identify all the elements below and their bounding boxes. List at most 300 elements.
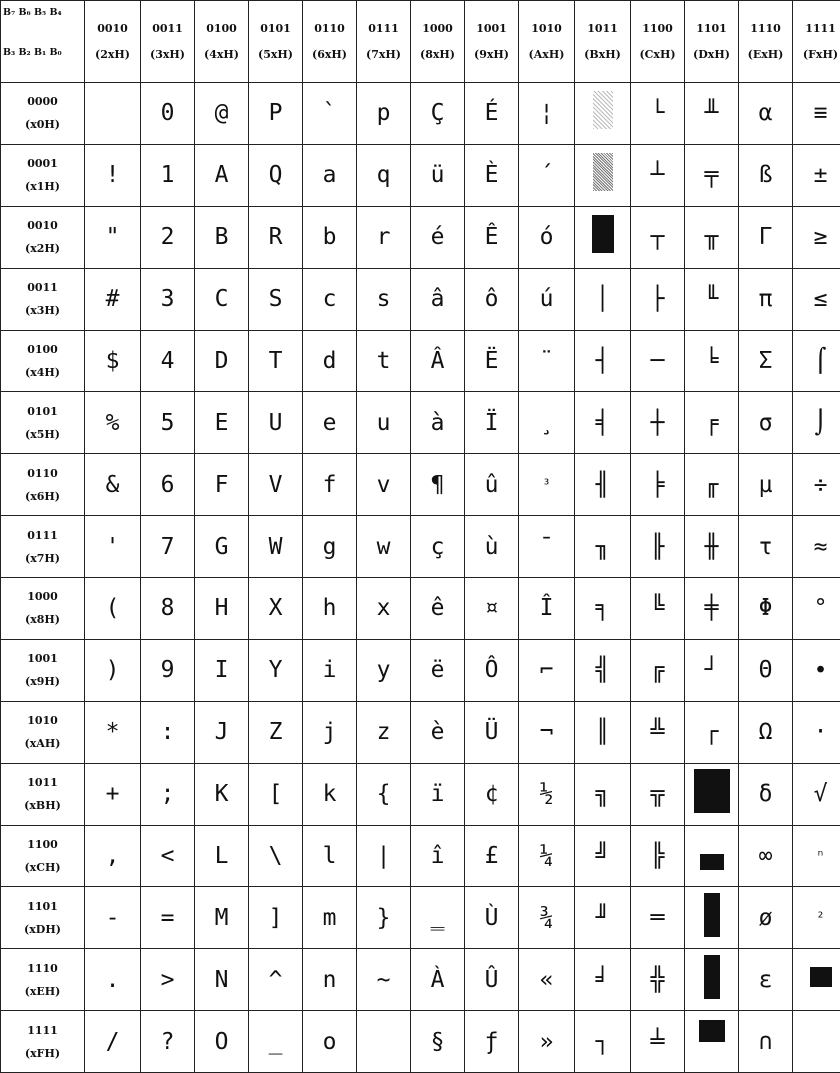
char-glyph: ¨	[540, 348, 554, 374]
char-glyph: s	[377, 286, 391, 312]
char-cell	[141, 144, 195, 206]
char-glyph: 5	[161, 410, 175, 436]
char-cell	[739, 454, 793, 516]
char-cell	[141, 454, 195, 516]
row-header	[1, 268, 85, 330]
char-glyph: Φ	[759, 595, 773, 621]
char-glyph: ∞	[759, 843, 773, 869]
char-cell	[519, 578, 575, 640]
char-glyph: }	[377, 905, 391, 931]
char-glyph: ╢	[596, 472, 610, 498]
char-glyph: 4	[161, 348, 175, 374]
char-glyph: Σ	[759, 348, 773, 374]
char-cell	[85, 825, 141, 887]
char-glyph: «	[540, 967, 554, 993]
char-cell	[303, 83, 357, 145]
char-cell	[141, 392, 195, 454]
char-glyph: Î	[540, 595, 554, 621]
row-bits: 1100	[1, 833, 84, 856]
char-glyph: û	[485, 472, 499, 498]
char-cell	[85, 454, 141, 516]
char-cell	[739, 639, 793, 701]
char-cell	[739, 330, 793, 392]
char-cell	[685, 639, 739, 701]
char-cell	[685, 144, 739, 206]
char-glyph: ╙	[705, 286, 719, 312]
char-glyph: ⌠	[814, 348, 828, 374]
char-cell	[465, 392, 519, 454]
char-glyph: ÷	[814, 472, 828, 498]
char-cell	[411, 83, 465, 145]
char-cell	[411, 701, 465, 763]
char-cell	[85, 949, 141, 1011]
char-cell	[575, 454, 631, 516]
char-glyph: ╥	[705, 224, 719, 250]
char-glyph: F	[215, 472, 229, 498]
char-cell	[249, 825, 303, 887]
char-glyph: 2	[161, 224, 175, 250]
char-cell	[357, 454, 411, 516]
char-cell	[685, 268, 739, 330]
row-hex: (xAH)	[1, 732, 84, 755]
char-glyph: h	[323, 595, 337, 621]
char-glyph: q	[377, 162, 391, 188]
char-glyph: /	[106, 1029, 120, 1055]
char-cell	[411, 268, 465, 330]
char-cell	[793, 639, 840, 701]
char-glyph: µ	[759, 472, 773, 498]
char-glyph: ╓	[705, 472, 719, 498]
table-row	[1, 639, 840, 701]
char-glyph: {	[377, 781, 391, 807]
char-cell	[575, 578, 631, 640]
char-glyph: ¸	[540, 410, 554, 436]
char-cell	[793, 578, 840, 640]
char-glyph: ┬	[651, 224, 665, 250]
row-hex: (x3H)	[1, 299, 84, 322]
char-glyph: ╧	[651, 1029, 665, 1055]
column-bits: 0011	[141, 16, 194, 42]
char-cell	[575, 392, 631, 454]
row-hex: (xEH)	[1, 980, 84, 1003]
char-cell	[519, 763, 575, 825]
row-header	[1, 1011, 85, 1073]
table-row	[1, 330, 840, 392]
row-bits: 1110	[1, 957, 84, 980]
char-cell	[631, 392, 685, 454]
char-glyph: H	[215, 595, 229, 621]
char-cell	[575, 83, 631, 145]
char-glyph: »	[540, 1029, 554, 1055]
char-glyph: O	[215, 1029, 229, 1055]
char-glyph: -	[106, 905, 120, 931]
row-bits: 0000	[1, 90, 84, 113]
block-glyph	[593, 91, 613, 129]
column-header	[685, 1, 739, 83]
table-row	[1, 516, 840, 578]
char-glyph: e	[323, 410, 337, 436]
char-glyph: .	[106, 967, 120, 993]
char-glyph: !	[106, 162, 120, 188]
char-cell	[195, 454, 249, 516]
char-glyph: ,	[106, 843, 120, 869]
char-cell	[141, 516, 195, 578]
char-cell	[631, 763, 685, 825]
char-cell	[793, 206, 840, 268]
column-hex: (3xH)	[141, 42, 194, 68]
char-cell	[141, 701, 195, 763]
char-cell	[85, 763, 141, 825]
column-bits: 1111	[793, 16, 840, 42]
char-cell	[249, 144, 303, 206]
char-cell	[631, 887, 685, 949]
row-hex: (x0H)	[1, 113, 84, 136]
char-cell	[793, 516, 840, 578]
char-glyph: u	[377, 410, 391, 436]
char-cell	[249, 330, 303, 392]
char-cell	[249, 949, 303, 1011]
char-glyph: ⁿ	[816, 848, 824, 864]
char-cell	[249, 887, 303, 949]
char-glyph: j	[323, 719, 337, 745]
char-cell	[631, 206, 685, 268]
row-header	[1, 825, 85, 887]
char-glyph: 7	[161, 534, 175, 560]
row-hex: (xBH)	[1, 794, 84, 817]
table-row	[1, 206, 840, 268]
char-glyph: ┘	[705, 657, 719, 683]
char-glyph: A	[215, 162, 229, 188]
char-glyph: x	[377, 595, 391, 621]
char-cell	[631, 825, 685, 887]
char-cell	[631, 1011, 685, 1073]
char-cell	[357, 83, 411, 145]
column-hex: (BxH)	[575, 42, 630, 68]
char-glyph: ¤	[485, 595, 499, 621]
char-cell	[465, 144, 519, 206]
char-glyph: ⌡	[814, 410, 828, 436]
char-glyph: G	[215, 534, 229, 560]
char-cell	[249, 578, 303, 640]
char-glyph: ╔	[651, 657, 665, 683]
column-bits: 0010	[85, 16, 140, 42]
char-cell	[85, 578, 141, 640]
char-glyph: f	[323, 472, 337, 498]
char-glyph: ù	[485, 534, 499, 560]
char-cell	[249, 639, 303, 701]
char-cell	[465, 206, 519, 268]
char-glyph: v	[377, 472, 391, 498]
char-glyph: o	[323, 1029, 337, 1055]
char-cell	[141, 330, 195, 392]
char-cell	[575, 949, 631, 1011]
row-bits: 0011	[1, 276, 84, 299]
char-glyph: ╗	[596, 781, 610, 807]
char-cell	[249, 763, 303, 825]
char-glyph: r	[377, 224, 391, 250]
char-glyph: 3	[161, 286, 175, 312]
char-glyph: ü	[431, 162, 445, 188]
char-glyph: "	[106, 224, 120, 250]
char-cell	[357, 516, 411, 578]
char-cell	[575, 206, 631, 268]
char-cell	[631, 516, 685, 578]
char-cell	[575, 887, 631, 949]
column-header	[411, 1, 465, 83]
char-glyph: ô	[485, 286, 499, 312]
char-cell	[357, 268, 411, 330]
char-cell	[575, 144, 631, 206]
char-glyph: ╕	[596, 595, 610, 621]
column-hex: (ExH)	[739, 42, 792, 68]
char-cell	[739, 516, 793, 578]
char-glyph: ø	[759, 905, 773, 931]
char-glyph: π	[759, 286, 773, 312]
char-glyph: â	[431, 286, 445, 312]
char-glyph: ±	[814, 162, 828, 188]
char-glyph: ╞	[651, 472, 665, 498]
column-header	[793, 1, 840, 83]
char-glyph: J	[215, 719, 229, 745]
char-glyph: Ô	[485, 657, 499, 683]
row-header	[1, 392, 85, 454]
char-cell	[465, 1011, 519, 1073]
char-cell	[739, 83, 793, 145]
char-cell	[739, 887, 793, 949]
char-glyph: ƒ	[485, 1029, 499, 1055]
block-glyph	[700, 854, 724, 870]
row-bits: 0110	[1, 462, 84, 485]
char-cell	[303, 578, 357, 640]
char-cell	[685, 701, 739, 763]
char-glyph: #	[106, 286, 120, 312]
char-glyph: ε	[759, 967, 773, 993]
char-glyph: ─	[651, 348, 665, 374]
char-cell	[519, 639, 575, 701]
char-glyph: m	[323, 905, 337, 931]
char-cell	[519, 1011, 575, 1073]
char-glyph: W	[269, 534, 283, 560]
char-cell	[85, 144, 141, 206]
char-glyph: I	[215, 657, 229, 683]
row-hex: (x6H)	[1, 485, 84, 508]
char-cell	[685, 454, 739, 516]
char-glyph: k	[323, 781, 337, 807]
char-cell	[249, 1011, 303, 1073]
char-glyph: ⌐	[540, 657, 554, 683]
block-glyph	[704, 893, 720, 937]
column-bits: 0100	[195, 16, 248, 42]
column-header	[631, 1, 685, 83]
char-glyph: ^	[269, 967, 283, 993]
char-glyph: R	[269, 224, 283, 250]
char-cell	[141, 825, 195, 887]
char-cell	[411, 763, 465, 825]
char-glyph: Ë	[485, 348, 499, 374]
char-glyph: ½	[540, 781, 554, 807]
column-hex: (5xH)	[249, 42, 302, 68]
char-glyph: \	[269, 843, 283, 869]
char-glyph: &	[106, 472, 120, 498]
char-cell	[85, 83, 141, 145]
char-cell	[141, 578, 195, 640]
row-hex: (x2H)	[1, 237, 84, 260]
char-glyph: é	[431, 224, 445, 250]
char-cell	[465, 268, 519, 330]
table-row	[1, 83, 840, 145]
char-glyph: °	[814, 595, 828, 621]
table-row	[1, 144, 840, 206]
char-glyph: ╪	[705, 595, 719, 621]
char-cell	[739, 144, 793, 206]
char-glyph: ∩	[759, 1029, 773, 1055]
char-glyph: ┼	[651, 410, 665, 436]
char-glyph: ╜	[596, 905, 610, 931]
char-cell	[195, 1011, 249, 1073]
char-glyph: y	[377, 657, 391, 683]
char-glyph: ╠	[651, 843, 665, 869]
char-glyph: δ	[759, 781, 773, 807]
char-glyph: U	[269, 410, 283, 436]
row-hex: (xDH)	[1, 918, 84, 941]
char-cell	[739, 392, 793, 454]
char-cell	[575, 330, 631, 392]
char-cell	[685, 825, 739, 887]
char-cell	[793, 763, 840, 825]
char-glyph: ╣	[596, 657, 610, 683]
char-glyph: b	[323, 224, 337, 250]
block-glyph	[694, 769, 730, 813]
char-cell	[303, 454, 357, 516]
char-cell	[357, 578, 411, 640]
column-hex: (CxH)	[631, 42, 684, 68]
column-header	[575, 1, 631, 83]
char-glyph: ╟	[651, 534, 665, 560]
char-cell	[411, 144, 465, 206]
char-glyph: ┴	[651, 162, 665, 188]
char-cell	[85, 268, 141, 330]
char-glyph: τ	[759, 534, 773, 560]
char-glyph: ~	[377, 967, 391, 993]
char-cell	[249, 516, 303, 578]
column-header	[195, 1, 249, 83]
char-cell	[575, 639, 631, 701]
table-row	[1, 825, 840, 887]
char-glyph: ²	[816, 910, 824, 926]
char-glyph: _	[269, 1029, 283, 1055]
char-glyph: ┤	[596, 348, 610, 374]
char-cell	[465, 454, 519, 516]
char-cell	[141, 206, 195, 268]
char-glyph: ║	[596, 719, 610, 745]
row-bits: 1000	[1, 585, 84, 608]
char-cell	[411, 578, 465, 640]
char-glyph: ·	[814, 719, 828, 745]
char-cell	[195, 330, 249, 392]
char-glyph: n	[323, 967, 337, 993]
char-cell	[411, 454, 465, 516]
column-bits: 1001	[465, 16, 518, 42]
char-cell	[195, 949, 249, 1011]
char-glyph: :	[161, 719, 175, 745]
char-cell	[249, 83, 303, 145]
char-cell	[465, 578, 519, 640]
row-header	[1, 639, 85, 701]
char-cell	[519, 454, 575, 516]
char-cell	[85, 887, 141, 949]
char-cell	[411, 887, 465, 949]
char-cell	[739, 763, 793, 825]
char-cell	[249, 206, 303, 268]
table-row	[1, 578, 840, 640]
char-cell	[631, 268, 685, 330]
char-cell	[303, 144, 357, 206]
char-cell	[793, 701, 840, 763]
char-cell	[519, 887, 575, 949]
char-glyph: ç	[431, 534, 445, 560]
char-cell	[195, 83, 249, 145]
row-hex: (x7H)	[1, 547, 84, 570]
char-cell	[465, 763, 519, 825]
char-glyph: │	[596, 286, 610, 312]
row-bits: 1111	[1, 1019, 84, 1042]
char-cell	[303, 701, 357, 763]
char-cell	[85, 206, 141, 268]
char-cell	[411, 330, 465, 392]
char-glyph: ╚	[651, 595, 665, 621]
table-row	[1, 268, 840, 330]
char-cell	[249, 268, 303, 330]
row-header	[1, 454, 85, 516]
row-hex: (x9H)	[1, 670, 84, 693]
char-cell	[575, 1011, 631, 1073]
char-cell	[303, 516, 357, 578]
column-bits: 0110	[303, 16, 356, 42]
column-hex: (AxH)	[519, 42, 574, 68]
char-cell	[739, 206, 793, 268]
char-glyph: 6	[161, 472, 175, 498]
char-cell	[631, 949, 685, 1011]
char-cell	[195, 268, 249, 330]
char-cell	[303, 330, 357, 392]
char-glyph: ï	[431, 781, 445, 807]
table-row	[1, 763, 840, 825]
char-glyph: α	[759, 100, 773, 126]
char-glyph: c	[323, 286, 337, 312]
char-glyph: ═	[651, 905, 665, 931]
char-cell	[195, 763, 249, 825]
char-cell	[141, 268, 195, 330]
char-glyph: ╫	[705, 534, 719, 560]
char-cell	[249, 392, 303, 454]
char-cell	[739, 701, 793, 763]
row-header	[1, 763, 85, 825]
row-header	[1, 887, 85, 949]
char-glyph: ╛	[596, 967, 610, 993]
char-cell	[303, 825, 357, 887]
char-glyph: ¦	[540, 100, 554, 126]
char-glyph: C	[215, 286, 229, 312]
char-glyph: T	[269, 348, 283, 374]
char-glyph: ¾	[540, 905, 554, 931]
char-glyph: ≈	[814, 534, 828, 560]
char-cell	[575, 701, 631, 763]
char-glyph: M	[215, 905, 229, 931]
char-cell	[631, 639, 685, 701]
block-glyph	[592, 215, 614, 253]
char-cell	[465, 516, 519, 578]
char-cell	[303, 949, 357, 1011]
